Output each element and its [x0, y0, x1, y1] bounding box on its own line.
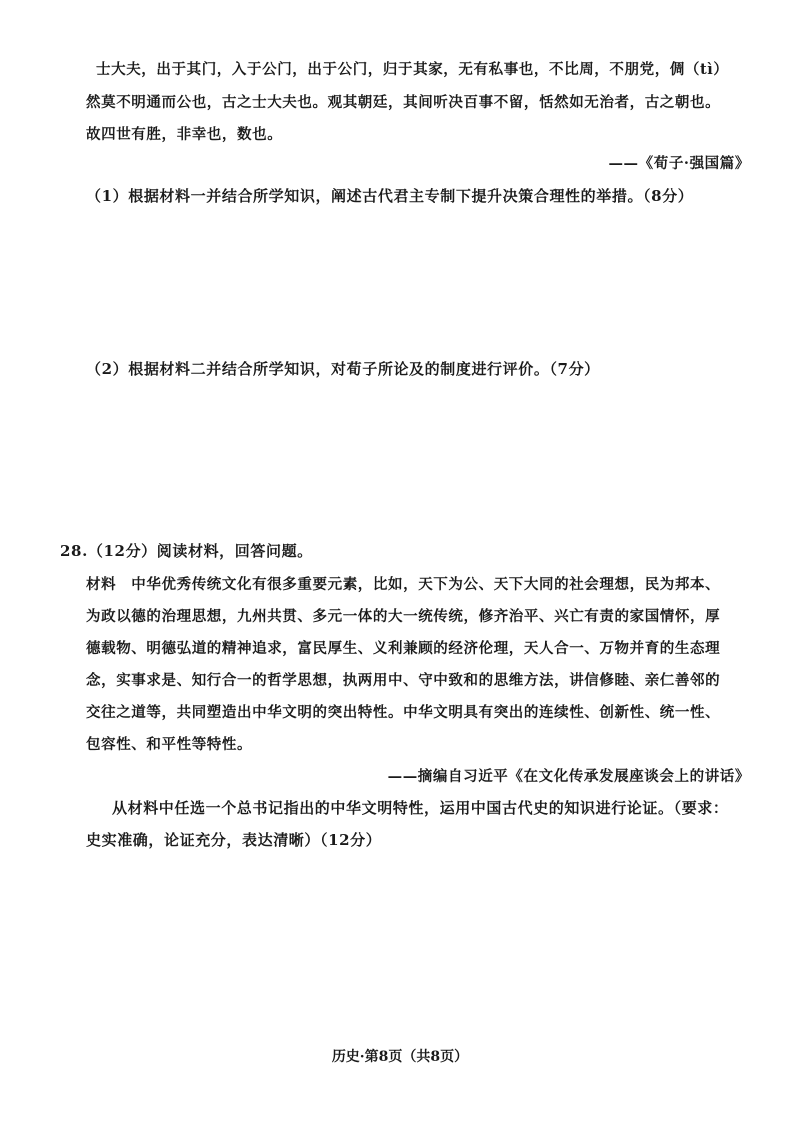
material-line-3: 故四世有胜，非幸也，数也。 — [86, 126, 283, 143]
material-line-2: 然莫不明通而公也，古之士大夫也。观其朝廷，其间听决百事不留，恬然如无治者，古之朝也。 — [86, 94, 721, 111]
q28-material-line-5: 交往之道等，共同塑造出中华文明的突出特性。中华文明具有突出的连续性、创新性、统一性、 — [86, 704, 721, 721]
material-line-1: 士大夫，出于其门，入于公门，出于公门，归于其家，无有私事也，不比周，不朋党，倜（tì） — [96, 61, 729, 78]
q28-material-line-1: 材料 中华优秀传统文化有很多重要元素，比如，天下为公、天下大同的社会理想，民为邦本、 — [86, 576, 721, 593]
q28-material-line-3: 德载物、明德弘道的精神追求，富民厚生、义利兼顾的经济伦理，天人合一、万物并育的生态理 — [86, 640, 721, 657]
material-source: ——《荀子·强国篇》 — [608, 155, 750, 172]
q28-task-line-1: 从材料中任选一个总书记指出的中华文明特性，运用中国古代史的知识进行论证。（要求： — [112, 799, 729, 817]
q28-material-line-6: 包容性、和平性等特性。 — [86, 736, 253, 753]
question-28-header: 28.（12分）阅读材料，回答问题。 — [60, 542, 313, 560]
q28-material-line-2: 为政以德的治理思想，九州共贯、多元一体的大一统传统，修齐治平、兴亡有责的家国情怀，厚 — [86, 608, 721, 625]
page-footer: 历史·第8页（共8页） — [331, 1049, 469, 1065]
q28-task-line-2: 史实准确，论证充分，表达清晰）（12分） — [86, 831, 382, 849]
question-27-2: （2）根据材料二并结合所学知识，对荀子所论及的制度进行评价。（7分） — [86, 360, 600, 378]
question-27-1: （1）根据材料一并结合所学知识，阐述古代君主专制下提升决策合理性的举措。（8分） — [86, 187, 694, 205]
q28-material-source: ——摘编自习近平《在文化传承发展座谈会上的讲话》 — [387, 768, 750, 785]
q28-material-line-4: 念，实事求是、知行合一的哲学思想，执两用中、守中致和的思维方法，讲信修睦、亲仁善邻的 — [86, 672, 721, 689]
